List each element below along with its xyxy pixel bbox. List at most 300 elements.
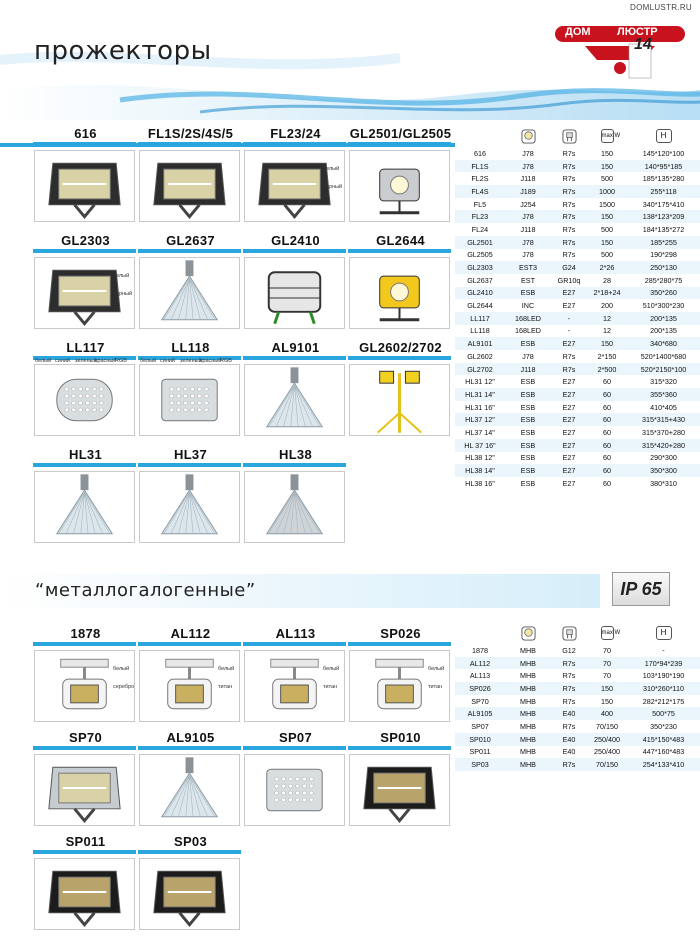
model-cell: FL5 [473, 199, 487, 209]
model-cell: AL9101 [455, 337, 505, 350]
socket-cell: G12 [562, 645, 576, 655]
lamp-cell: MHB [520, 747, 536, 757]
table-row [455, 644, 700, 657]
model-cell: GL2505 [467, 250, 493, 260]
power-cell: 150 [587, 160, 627, 173]
model-cell: 1878 [472, 645, 488, 655]
product-name: AL9101 [271, 340, 320, 355]
floodlight-stand-icon [349, 150, 450, 222]
product-card [243, 626, 348, 730]
size-cell: 200*135 [650, 326, 677, 336]
size-cell: 340*175*410 [642, 199, 685, 209]
product-card [243, 233, 348, 340]
socket-cell: - [551, 312, 587, 325]
table-row [455, 236, 700, 249]
socket-cell: R7s [562, 721, 576, 731]
lamp-cell: J78 [505, 160, 551, 173]
model-cell: HL37 12" [455, 413, 505, 426]
power-cell: 150 [601, 696, 613, 706]
table-row [455, 287, 700, 300]
color-swatch-label: белый [323, 166, 340, 172]
aluminium-highbay-icon [244, 471, 345, 543]
lamp-cell: ESB [520, 402, 536, 412]
product-divider [243, 642, 346, 646]
lamp-cell: J118 [520, 174, 536, 184]
socket-cell: R7s [551, 758, 587, 771]
table-row [455, 477, 700, 490]
product-card [138, 626, 243, 730]
power-cell: 12 [587, 312, 627, 325]
color-swatch-label: титан [218, 684, 233, 690]
product-card [243, 730, 348, 834]
size-cell: 184*135*272 [642, 224, 685, 234]
power-cell: 2*18+24 [587, 287, 627, 300]
color-swatch-label: серебро [113, 684, 135, 690]
socket-type-icon [551, 125, 587, 147]
size-cell: 315*420+280 [627, 439, 700, 452]
table-row [455, 210, 700, 223]
lamp-cell: ESB [520, 427, 536, 437]
color-swatch-label: RGB [115, 358, 127, 364]
power-cell: 70 [603, 645, 611, 655]
socket-cell: E27 [551, 413, 587, 426]
column-header: H [627, 125, 700, 147]
lamp-cell: ESB [505, 439, 551, 452]
size-cell: 185*135*280 [642, 174, 685, 184]
power-cell: 70 [587, 657, 627, 670]
size-cell: 350*300 [627, 464, 700, 477]
product-name: HL31 [69, 447, 102, 462]
power-cell: 60 [603, 377, 611, 387]
table-row [455, 464, 700, 477]
power-cell: 150 [587, 236, 627, 249]
color-swatch-label: белый [428, 666, 445, 672]
silver-floodlight-icon [34, 754, 135, 826]
lamp-cell: EST [521, 275, 535, 285]
table-row [455, 147, 700, 160]
model-cell: GL2303 [455, 261, 505, 274]
product-card [138, 126, 243, 233]
product-name: HL38 [279, 447, 312, 462]
product-name: GL2602/2702 [359, 340, 442, 355]
color-swatch-label: белый [323, 666, 340, 672]
model-cell: HL31 16" [465, 402, 495, 412]
lamp-cell: 168LED [505, 312, 551, 325]
socket-cell: R7s [562, 250, 576, 260]
power-cell: 150 [587, 682, 627, 695]
model-cell: SP03 [455, 758, 505, 771]
socket-cell: E27 [562, 453, 576, 463]
model-cell: GL2702 [455, 363, 505, 376]
color-swatch-label: RGB [220, 358, 232, 364]
product-card [33, 340, 138, 447]
section-title-metal-halide: “металлогалогенные” [35, 580, 256, 601]
page-header [0, 0, 700, 120]
socket-cell: R7s [562, 351, 576, 361]
model-cell: AL113 [469, 671, 491, 681]
model-cell: FL4S [455, 185, 505, 198]
table-row [455, 325, 700, 338]
size-cell: 145*120*100 [642, 148, 685, 158]
table-row [455, 707, 700, 720]
table-row [455, 337, 700, 350]
product-divider [243, 746, 346, 750]
model-cell: FL24 [471, 224, 489, 234]
product-card [33, 834, 138, 938]
product-divider [243, 463, 346, 467]
product-divider [33, 463, 136, 467]
model-cell: FL2S [471, 174, 489, 184]
lamp-cell: MHB [505, 657, 551, 670]
model-cell: FL23 [455, 210, 505, 223]
column-header: max W [587, 125, 627, 147]
size-cell: 315*320 [650, 377, 677, 387]
yellow-portable-light-icon [349, 257, 450, 329]
product-divider [33, 746, 136, 750]
lamp-cell: J118 [520, 224, 536, 234]
lamp-cell: MHB [520, 721, 536, 731]
lamp-cell: MHB [520, 671, 536, 681]
product-name: GL2410 [271, 233, 320, 248]
size-cell: 510*300*230 [642, 301, 685, 311]
model-cell: GL2637 [467, 275, 493, 285]
socket-cell: E27 [551, 464, 587, 477]
power-cell: 60 [587, 413, 627, 426]
brand-logo [545, 12, 695, 82]
model-cell: SP026 [455, 682, 505, 695]
color-swatch-label: белый [35, 358, 52, 364]
socket-cell: E27 [562, 402, 576, 412]
size-cell: 255*118 [627, 185, 700, 198]
logo-word-2: ЛЮСТР [617, 26, 658, 38]
power-cell: 60 [587, 464, 627, 477]
led-square-floodlight-icon [139, 364, 240, 436]
product-divider [348, 142, 451, 146]
power-cell: 28 [603, 275, 611, 285]
size-cell: 185*255 [627, 236, 700, 249]
size-cell: 355*360 [627, 388, 700, 401]
product-name: HL37 [174, 447, 207, 462]
product-divider [33, 249, 136, 253]
lamp-cell: ESB [505, 464, 551, 477]
table-header-row [455, 125, 700, 147]
product-name: LL117 [66, 340, 105, 355]
size-cell: 350*230 [650, 721, 677, 731]
lamp-cell: MHB [520, 645, 536, 655]
product-divider [348, 746, 451, 750]
lamp-type-icon [505, 125, 551, 147]
power-cell: 200 [601, 301, 613, 311]
table-row [455, 375, 700, 388]
product-divider [138, 850, 241, 854]
product-card [138, 340, 243, 447]
product-card [138, 730, 243, 834]
table-row [455, 669, 700, 682]
lamp-cell: ESB [505, 413, 551, 426]
socket-cell: E27 [562, 301, 576, 311]
model-cell: AL112 [455, 657, 505, 670]
product-divider [138, 463, 241, 467]
product-card [138, 834, 243, 938]
lamp-cell: J118 [505, 363, 551, 376]
size-cell: 447*160*483 [642, 747, 685, 757]
lamp-cell: J78 [505, 210, 551, 223]
socket-cell: E27 [562, 478, 576, 488]
product-name: AL9105 [166, 730, 215, 745]
product-divider [243, 249, 346, 253]
power-cell: 1000 [587, 185, 627, 198]
product-card [33, 730, 138, 834]
product-divider [348, 642, 451, 646]
table-row [455, 746, 700, 759]
size-cell: 285*280*75 [644, 275, 683, 285]
product-name: 1878 [70, 626, 101, 641]
power-cell: 2*26 [587, 261, 627, 274]
prismatic-highbay-icon [139, 754, 240, 826]
product-card [243, 447, 348, 554]
size-cell: 250*130 [627, 261, 700, 274]
size-cell: 315*370+280 [642, 427, 685, 437]
table-row [455, 682, 700, 695]
black-floodlight-bracket-icon [139, 858, 240, 930]
socket-cell: R7s [551, 657, 587, 670]
power-cell: 150 [587, 337, 627, 350]
lamp-cell: EST3 [505, 261, 551, 274]
socket-cell: R7s [562, 199, 576, 209]
product-divider [138, 249, 241, 253]
size-cell: 520*2150*100 [627, 363, 700, 376]
table-row [455, 312, 700, 325]
product-name: SP07 [278, 730, 312, 745]
page-title: прожекторы [34, 36, 212, 66]
power-cell: 500 [601, 174, 613, 184]
product-card [33, 126, 138, 233]
socket-cell: E27 [562, 377, 576, 387]
size-cell: 290*300 [650, 453, 677, 463]
socket-cell: R7s [562, 671, 576, 681]
color-swatch-label: красный [200, 358, 222, 364]
model-cell: LL117 [455, 312, 505, 325]
size-cell: 520*1400*680 [640, 351, 687, 361]
glass-pendant-icon [139, 471, 240, 543]
column-header [455, 125, 505, 147]
product-divider [138, 746, 241, 750]
led-round-floodlight-icon [34, 364, 135, 436]
color-swatch-label: синий [160, 358, 176, 364]
power-cell: 70 [603, 671, 611, 681]
lamp-cell: J189 [505, 185, 551, 198]
power-cell: 70/150 [596, 721, 618, 731]
power-cell: 1500 [599, 199, 615, 209]
model-cell: HL38 12" [465, 453, 495, 463]
product-name: SP010 [380, 730, 421, 745]
socket-cell: R7s [551, 682, 587, 695]
product-card [348, 233, 453, 340]
power-cell: 250/400 [594, 747, 620, 757]
product-card [138, 233, 243, 340]
size-cell: 254*133*410 [627, 758, 700, 771]
product-divider [138, 142, 241, 146]
product-name: AL112 [170, 626, 211, 641]
lamp-cell: J78 [522, 148, 534, 158]
tripod-twin-light-icon [349, 364, 450, 436]
table-row [455, 198, 700, 211]
socket-cell: GR10q [557, 275, 581, 285]
product-card [348, 340, 453, 447]
socket-cell: R7s [562, 224, 576, 234]
prismatic-highbay-icon [244, 364, 345, 436]
black-floodlight-icon [349, 754, 450, 826]
lamp-cell: MHB [505, 707, 551, 720]
socket-cell: G24 [551, 261, 587, 274]
socket-cell: R7s [551, 210, 587, 223]
spotlight-barn-door-icon [34, 150, 135, 222]
black-floodlight-wide-icon [34, 858, 135, 930]
model-cell: HL38 14" [455, 464, 505, 477]
size-cell: 380*310 [650, 478, 677, 488]
table-row [455, 657, 700, 670]
lamp-cell: ESB [520, 453, 536, 463]
socket-cell: R7s [562, 696, 576, 706]
socket-cell: R7s [551, 185, 587, 198]
lamp-cell: J78 [505, 236, 551, 249]
cage-work-light-icon [244, 257, 345, 329]
halogen-floodlight-icon [139, 150, 240, 222]
size-cell: 190*298 [650, 250, 677, 260]
table-row [455, 758, 700, 771]
lamp-cell: ESB [520, 377, 536, 387]
angled-floodlight-icon [244, 754, 345, 826]
product-card [348, 126, 453, 233]
lamp-cell: J254 [520, 199, 536, 209]
size-cell: 310*260*110 [627, 682, 700, 695]
lamp-cell: ESB [505, 287, 551, 300]
table-row [455, 720, 700, 733]
power-cell: 150 [601, 148, 613, 158]
glass-highbay-icon [34, 471, 135, 543]
product-card [348, 730, 453, 834]
lamp-type-icon [505, 622, 551, 644]
lamp-cell: MHB [505, 682, 551, 695]
lamp-cell: MHB [520, 696, 536, 706]
product-name: AL113 [275, 626, 316, 641]
product-divider [243, 142, 346, 146]
lamp-cell: 168LED [515, 326, 541, 336]
table-row [455, 274, 700, 287]
column-header: max W [587, 622, 627, 644]
product-card [243, 340, 348, 447]
product-name: GL2501/GL2505 [349, 126, 452, 141]
product-name: SP03 [173, 834, 207, 849]
power-cell: 60 [603, 453, 611, 463]
socket-cell: - [567, 326, 571, 336]
table-row [455, 452, 700, 465]
table-row [455, 388, 700, 401]
model-cell: GL2644 [467, 301, 493, 311]
power-cell: 60 [603, 478, 611, 488]
socket-cell: E27 [551, 439, 587, 452]
product-divider [138, 642, 241, 646]
column-header: H [627, 622, 700, 644]
table-row [455, 363, 700, 376]
product-divider [33, 142, 136, 146]
product-card [33, 626, 138, 730]
power-cell: 2*150 [597, 351, 617, 361]
model-cell: LL118 [470, 326, 490, 336]
table-row [455, 160, 700, 173]
socket-type-icon [551, 622, 587, 644]
model-cell: SP011 [469, 747, 491, 757]
table-row [455, 299, 700, 312]
product-card [348, 626, 453, 730]
color-swatch-label: титан [428, 684, 443, 690]
table-row [455, 426, 700, 439]
product-name: FL23/24 [270, 126, 321, 141]
table-row [455, 439, 700, 452]
page-number: 14 [634, 36, 652, 53]
column-header [455, 622, 505, 644]
site-url: DOMLUSTR.RU [630, 3, 692, 12]
socket-cell: R7s [551, 363, 587, 376]
socket-cell: R7s [551, 160, 587, 173]
power-cell: 60 [587, 439, 627, 452]
color-swatch-label: белый [113, 666, 130, 672]
size-cell: 282*212*175 [642, 696, 685, 706]
power-cell: 250/400 [587, 733, 627, 746]
color-swatch-label: черный [113, 291, 133, 297]
model-cell: SP70 [471, 696, 489, 706]
size-cell: 200*135 [627, 312, 700, 325]
size-cell: - [662, 645, 665, 655]
size-cell: 350*260 [627, 287, 700, 300]
color-swatch-label: белый [218, 666, 235, 672]
model-cell: HL31 14" [455, 388, 505, 401]
spec-table-floodlights [455, 125, 700, 490]
table-row [455, 185, 700, 198]
product-name: FL1S/2S/4S/5 [147, 126, 234, 141]
model-cell: GL2602 [467, 351, 493, 361]
product-name: SP026 [380, 626, 421, 641]
table-header-row [455, 622, 700, 644]
product-divider [33, 850, 136, 854]
product-card [33, 447, 138, 554]
color-swatch-label: зеленый [180, 358, 202, 364]
color-swatch-label: белый [140, 358, 157, 364]
size-cell: 315*315+430 [627, 413, 700, 426]
product-divider [243, 356, 346, 360]
model-cell: AL9105 [455, 707, 505, 720]
product-card [33, 233, 138, 340]
product-name: GL2637 [166, 233, 215, 248]
table-row [455, 413, 700, 426]
color-swatch-label: черный [323, 184, 343, 190]
table-row [455, 695, 700, 708]
model-cell: 616 [474, 148, 486, 158]
socket-cell: E27 [551, 337, 587, 350]
table-row [455, 223, 700, 236]
socket-cell: E40 [551, 733, 587, 746]
product-name: 616 [74, 126, 97, 141]
model-cell: SP07 [471, 721, 489, 731]
model-cell: GL2410 [455, 287, 505, 300]
lamp-cell: MHB [505, 733, 551, 746]
model-cell: SP010 [455, 733, 505, 746]
table-row [455, 350, 700, 363]
size-cell: 170*94*239 [627, 657, 700, 670]
color-swatch-label: красный [95, 358, 117, 364]
model-cell: HL37 14" [465, 427, 495, 437]
product-name: SP011 [65, 834, 106, 849]
